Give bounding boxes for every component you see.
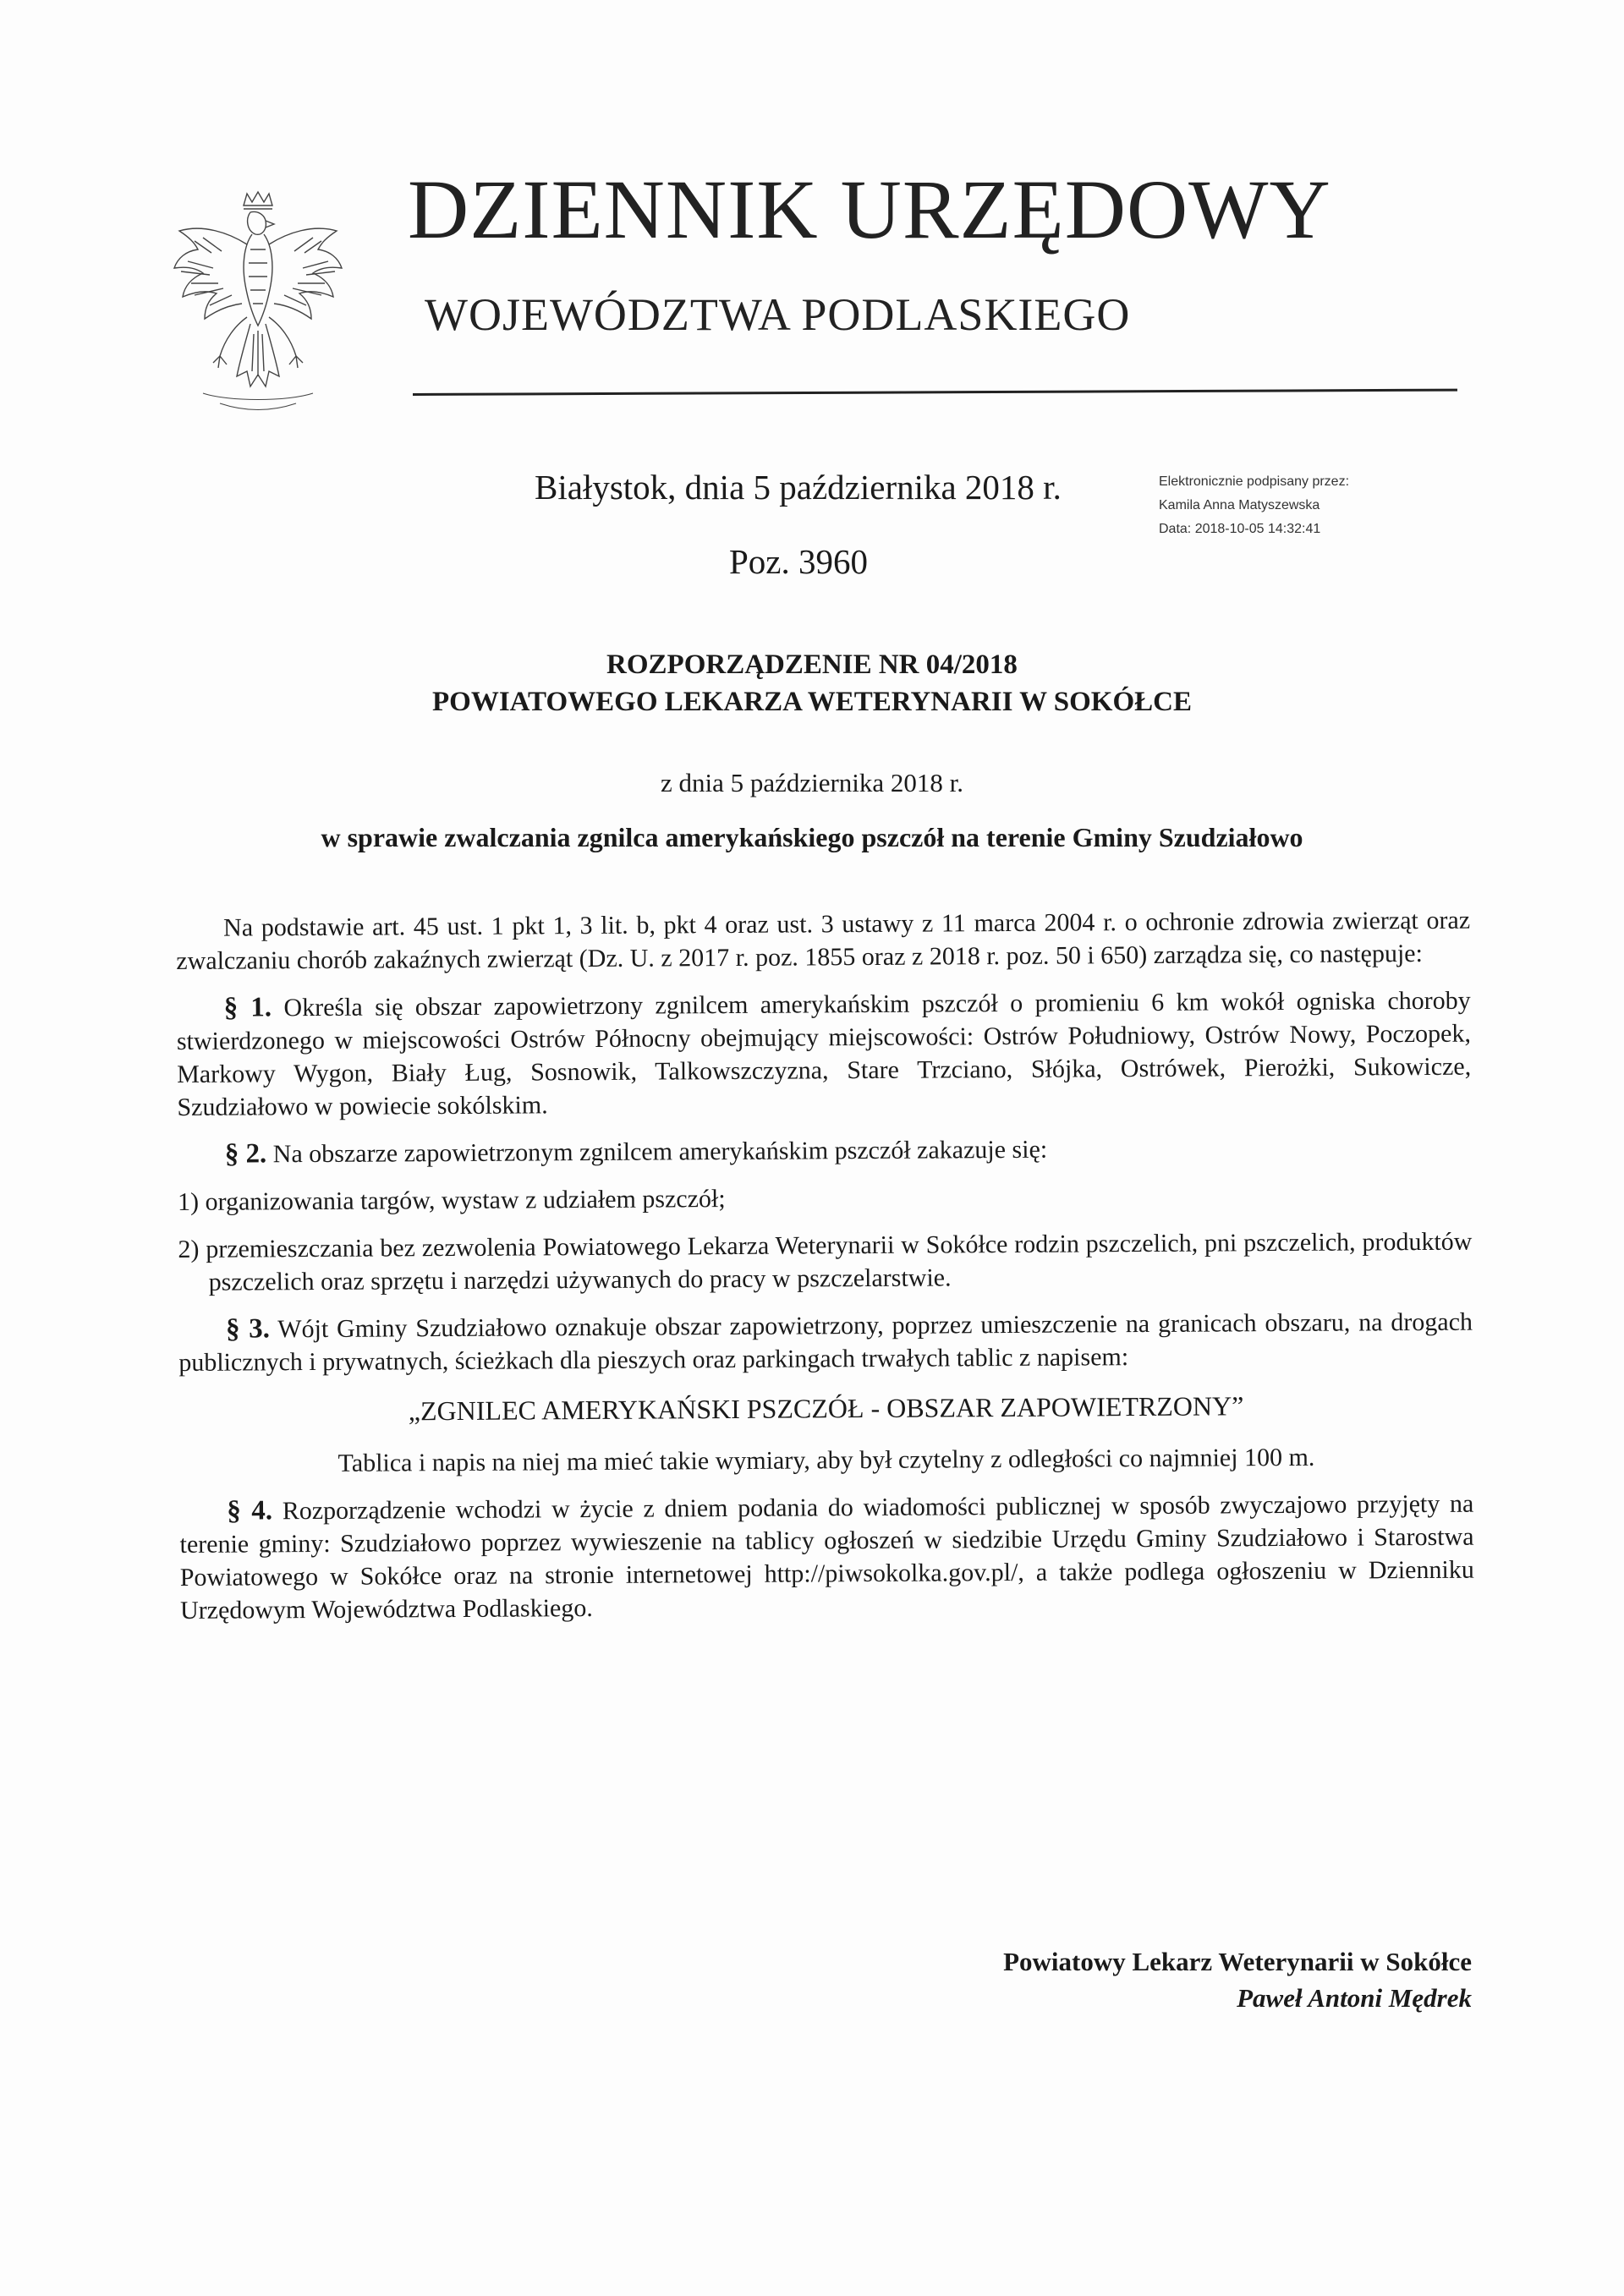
preamble-paragraph: Na podstawie art. 45 ust. 1 pkt 1, 3 lit. b, pkt 4 oraz ust. 3 ustawy z 11 marca 2004 r. o ochronie zdrowia zwierząt oraz zwalczaniu chorób zakaźnych zwierząt (Dz. U. z 2017 r. poz. 1855 oraz z 2018 r. poz. 50 i 650) zarządza się, co następuje: (176, 906, 1471, 975)
section-3-note: Tablica i napis na niej ma mieć takie wymiary, aby był czytelny z odległości co najmniej 100 m. (337, 1443, 1315, 1477)
section-2-item-1: 1) organizowania targów, wystaw z udziałem pszczół; (177, 1185, 726, 1216)
electronic-signature-stamp (1159, 470, 1349, 541)
section-1-mark: § 1. (223, 992, 272, 1023)
act-title-number: ROZPORZĄDZENIE NR 04/2018 (606, 649, 1018, 680)
act-subject: w sprawie zwalczania zgnilca amerykańskiego pszczół na terenie Gminy Szudziałowo (321, 822, 1303, 852)
signatory-office: Powiatowy Lekarz Weterynarii w Sokółce (1003, 1947, 1472, 1976)
issue-place-date: Białystok, dnia 5 października 2018 r. (535, 468, 1062, 507)
esign-date: Data: 2018-10-05 14:32:41 (1159, 522, 1321, 536)
esign-signer: Kamila Anna Matyszewska (1159, 498, 1320, 512)
position-number: Poz. 3960 (729, 542, 868, 581)
section-2-mark: § 2. (224, 1138, 267, 1170)
section-1-text: Określa się obszar zapowietrzony zgnilcem amerykańskim pszczół o promieniu 6 km wokół ogniska choroby stwierdzonego w miejscowości Ostrów Północny obejmujący miejscowości: Ostrów Południowy, Ostrów Nowy, Poczopek, Markowy Wygon, Biały Ług, Sosnowik, Talkowszczyzna, Stare Trzciano, Słójka, Ostrówek, Pierożki, Sukowicze, Szudziałowo w powiecie sokólskim. (176, 986, 1472, 1121)
section-3-paragraph (178, 1306, 1473, 1379)
masthead-divider (413, 389, 1457, 396)
section-3-sign-text: „ZGNILEC AMERYKAŃSKI PSZCZÓŁ - OBSZAR ZAPOWIETRZONY” (408, 1390, 1244, 1427)
section-3-text: Wójt Gminy Szudziałowo oznakuje obszar zapowietrzony, poprzez umieszczenie na granicach obszaru, na drogach publicznych i prywatnych, ścieżkach dla pieszych oraz parkingach trwałych tablic z napisem: (178, 1307, 1473, 1377)
polish-eagle-emblem-icon (169, 190, 347, 419)
section-2-item-2: 2) przemieszczania bez zezwolenia Powiatowego Lekarza Weterynarii w Sokółce rodzin pszczelich, pni pszczelich, produktów pszczelich oraz sprzętu i narzędzi używanych do pracy w pszczelarstwie. (178, 1227, 1473, 1296)
esign-label: Elektronicznie podpisany przez: (1159, 474, 1350, 489)
act-title-authority: POWIATOWEGO LEKARZA WETERYNARII W SOKÓŁCE (432, 687, 1192, 717)
act-date: z dnia 5 października 2018 r. (660, 768, 964, 797)
section-4-paragraph (179, 1488, 1474, 1627)
section-2-paragraph (178, 1131, 1472, 1171)
section-4-mark: § 4. (227, 1495, 273, 1526)
section-1-paragraph (177, 984, 1472, 1124)
section-3-mark: § 3. (225, 1313, 271, 1345)
act-body (176, 904, 1474, 1641)
journal-title: DZIENNIK URZĘDOWY (408, 162, 1331, 256)
section-4-text: Rozporządzenie wchodzi w życie z dniem podania do wiadomości publicznej w sposób zwyczajowo przyjęty na terenie gminy: Szudziałowo poprzez wywieszenie na tablicy ogłoszeń w siedzibie Urzędu Gminy Szudziałowo i Starostwa Powiatowego w Sokółce oraz na stronie internetowej http://piwsokolka.gov.pl/, a także podlega ogłoszeniu w Dzienniku Urzędowym Województwa Podlaskiego. (179, 1489, 1474, 1625)
section-2-text: Na obszarze zapowietrzonym zgnilcem amerykańskim pszczół zakazuje się: (272, 1135, 1048, 1169)
journal-subtitle: WOJEWÓDZTWA PODLASKIEGO (425, 289, 1131, 340)
signatory-name: Paweł Antoni Mędrek (1237, 1983, 1472, 2013)
